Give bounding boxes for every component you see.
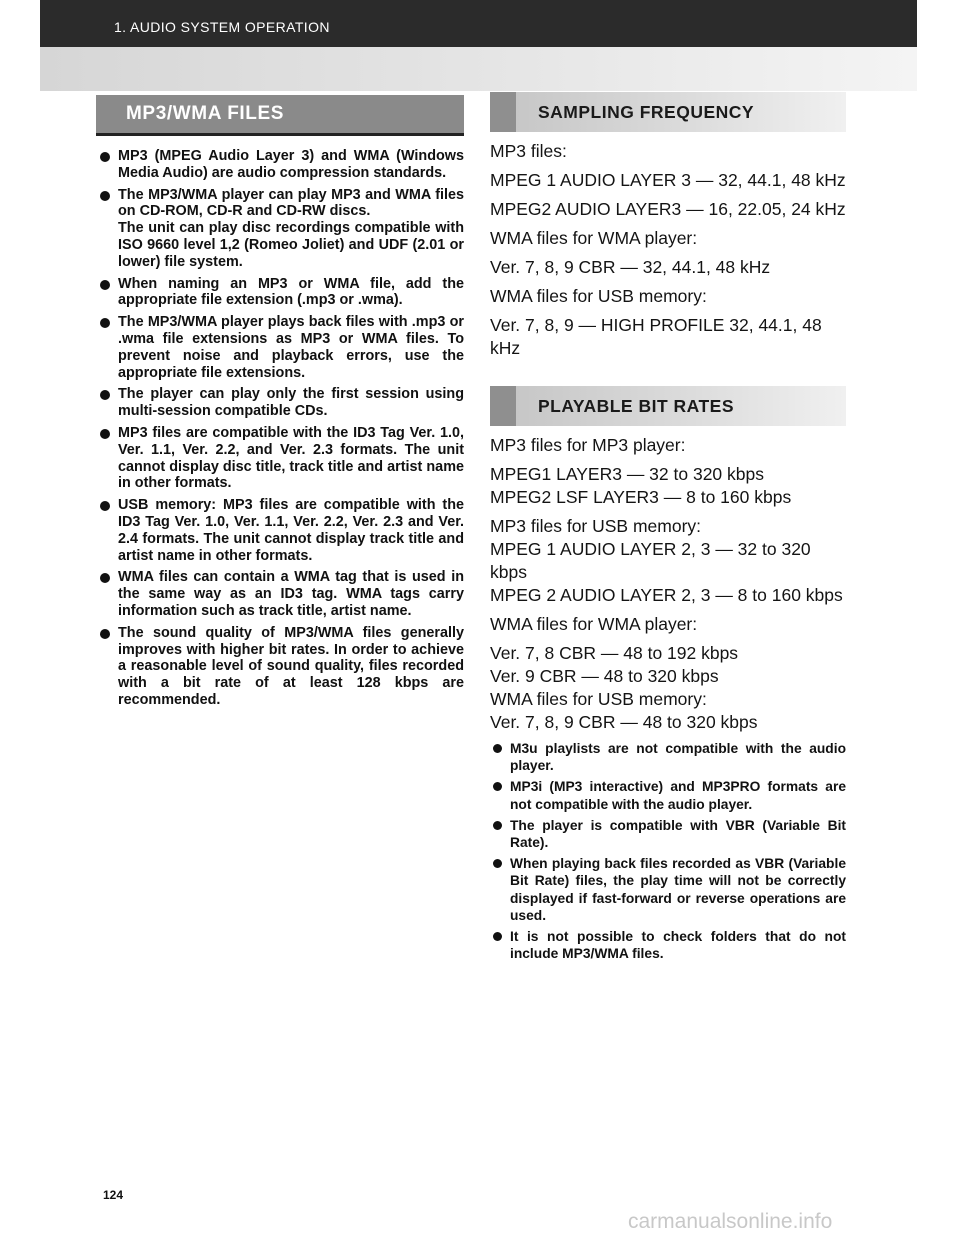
bullet-icon — [100, 318, 110, 328]
left-column — [96, 95, 464, 714]
list-item: The MP3/WMA player can play MP3 and WMA files on CD-ROM, CD-R and CD-RW discs. The unit can play disc recordings compatible with ISO 9660 level 1,2 (Romeo Joliet) and UDF (2.01 or lower) file system. — [96, 187, 464, 271]
mp3-wma-bullet-list — [96, 148, 464, 709]
right-column — [490, 92, 846, 966]
watermark: carmanualsonline.info — [628, 1210, 833, 1233]
bullet-icon — [100, 152, 110, 162]
bullet-icon — [493, 859, 502, 868]
header-shade — [40, 47, 917, 91]
list-item: Ver. 7, 8, 9 CBR — 48 to 320 kbps — [490, 712, 758, 732]
list-item: When naming an MP3 or WMA file, add the appropriate file extension (.mp3 or .wma). — [96, 276, 464, 310]
list-item: Ver. 7, 8, 9 CBR — 32, 44.1, 48 kHz — [490, 257, 771, 277]
list-item: MPEG2 AUDIO LAYER3 — 16, 22.05, 24 kHz — [490, 199, 846, 219]
list-item: The MP3/WMA player plays back files with .mp3 or .wma file extensions as MP3 or WMA files. To prevent noise and playback errors, use the appropriate file extensions. — [96, 314, 464, 381]
list-item: WMA files for WMA player: — [490, 228, 698, 248]
bullet-icon — [100, 573, 110, 583]
list-item: WMA files for WMA player: — [490, 614, 698, 634]
list-item: MPEG2 LSF LAYER3 — 8 to 160 kbps — [490, 487, 792, 507]
bullet-icon — [100, 191, 110, 201]
playable-bit-rates-list — [490, 434, 846, 734]
sampling-frequency-heading-text: SAMPLING FREQUENCY — [538, 102, 755, 122]
playable-bit-rates-heading — [490, 386, 846, 426]
list-item: WMA files for USB memory: — [490, 689, 707, 709]
list-item: MP3 files for MP3 player: — [490, 435, 686, 455]
list-item: MPEG 2 AUDIO LAYER 2, 3 — 8 to 160 kbps — [490, 585, 843, 605]
heading-tab — [490, 386, 516, 426]
list-item: Ver. 9 CBR — 48 to 320 kbps — [490, 666, 719, 686]
list-item: MP3i (MP3 interactive) and MP3PRO formats are not compatible with the audio player. — [490, 778, 846, 812]
bullet-icon — [100, 629, 110, 639]
list-item: Ver. 7, 8, 9 — HIGH PROFILE 32, 44.1, 48 kHz — [490, 315, 822, 358]
section-title: 1. AUDIO SYSTEM OPERATION — [114, 19, 330, 35]
list-item: WMA files can contain a WMA tag that is used in the same way as an ID3 tag. WMA tags carry information such as track title, artist name. — [96, 569, 464, 619]
list-item: The sound quality of MP3/WMA files generally improves with higher bit rates. In order to achieve a reasonable level of sound quality, files recorded with a bit rate of at least 128 kbps are recommended. — [96, 625, 464, 709]
page-number: 124 — [103, 1188, 124, 1202]
sampling-frequency-list — [490, 140, 846, 360]
bullet-icon — [100, 501, 110, 511]
playable-bit-rates-notes — [490, 740, 846, 962]
bullet-icon — [493, 821, 502, 830]
list-item: MPEG1 LAYER3 — 32 to 320 kbps — [490, 464, 764, 484]
list-item: MP3 (MPEG Audio Layer 3) and WMA (Windows Media Audio) are audio compression standards. — [96, 148, 464, 182]
mp3-wma-files-heading-text: MP3/WMA FILES — [126, 103, 285, 124]
list-item: MP3 files are compatible with the ID3 Tag Ver. 1.0, Ver. 1.1, Ver. 2.2, and Ver. 2.3 formats. The unit cannot display disc title, track title and artist name in other formats. — [96, 425, 464, 492]
bullet-icon — [100, 429, 110, 439]
list-item: MP3 files: — [490, 141, 567, 161]
list-item: WMA files for USB memory: — [490, 286, 707, 306]
list-item: It is not possible to check folders that do not include MP3/WMA files. — [490, 928, 846, 962]
list-item: The player is compatible with VBR (Variable Bit Rate). — [490, 817, 846, 851]
mp3-wma-files-heading — [96, 95, 464, 136]
bullet-icon — [493, 782, 502, 791]
bullet-icon — [493, 932, 502, 941]
heading-tab — [490, 92, 516, 132]
list-item: USB memory: MP3 files are compatible with the ID3 Tag Ver. 1.0, Ver. 1.1, Ver. 2.2, Ver. 2.3 and Ver. 2.4 formats. The unit cannot display track title and artist name in other formats. — [96, 497, 464, 564]
list-item: When playing back files recorded as VBR (Variable Bit Rate) files, the play time will not be correctly displayed if fast-forward or reverse operations are used. — [490, 855, 846, 924]
sampling-frequency-heading — [490, 92, 846, 132]
list-item: M3u playlists are not compatible with the audio player. — [490, 740, 846, 774]
list-item: MPEG 1 AUDIO LAYER 2, 3 — 32 to 320 kbps — [490, 539, 811, 582]
bullet-icon — [493, 744, 502, 753]
bullet-icon — [100, 280, 110, 290]
list-item: Ver. 7, 8 CBR — 48 to 192 kbps — [490, 643, 739, 663]
playable-bit-rates-heading-text: PLAYABLE BIT RATES — [538, 396, 735, 416]
list-item: The player can play only the first session using multi-session compatible CDs. — [96, 386, 464, 420]
list-item: MP3 files for USB memory: — [490, 516, 702, 536]
bullet-icon — [100, 390, 110, 400]
list-item: MPEG 1 AUDIO LAYER 3 — 32, 44.1, 48 kHz — [490, 170, 846, 190]
